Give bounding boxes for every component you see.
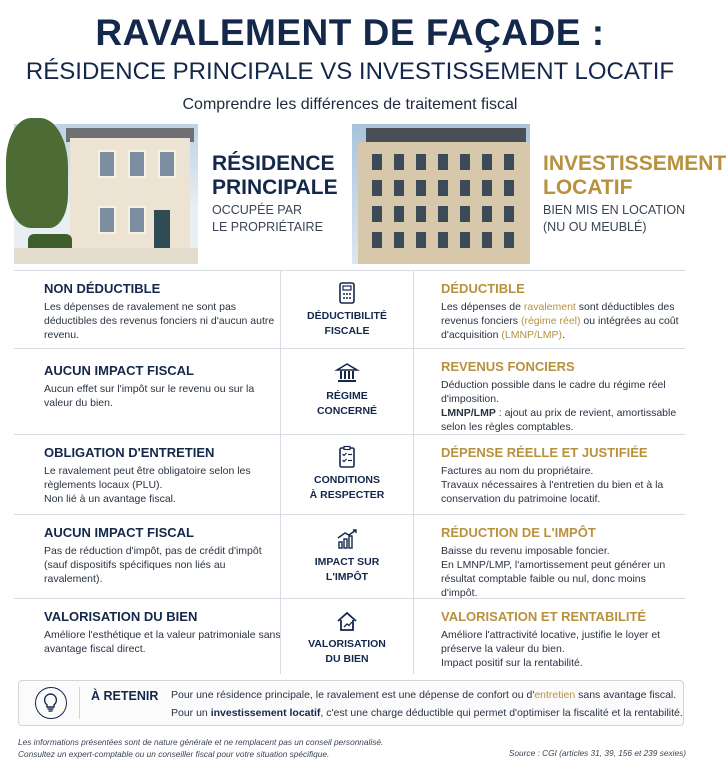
right-row-text: Les dépenses de ravalement sont déductibles des revenus fonciers (régime réel) ou intégrées au coût d'acquisition (LMNP/LMP).	[441, 301, 679, 341]
right-row-title: DÉDUCTIBLE	[441, 281, 525, 296]
building-photo	[352, 124, 530, 264]
left-column-title: RÉSIDENCE PRINCIPALE	[212, 152, 338, 199]
criterion-label: IMPACT SUR L'IMPÔT	[314, 556, 380, 583]
calculator-icon	[335, 281, 359, 305]
takeaway-line: Pour un investissement locatif, c'est une charge déductible qui permet d'optimiser la fiscalité et la rentabilité.	[171, 707, 683, 719]
left-row-title: NON DÉDUCTIBLE	[44, 281, 161, 296]
right-row-title: DÉPENSE RÉELLE ET JUSTIFIÉE	[441, 445, 648, 460]
bank-icon	[335, 361, 359, 385]
right-row-title: REVENUS FONCIERS	[441, 359, 575, 374]
comparison-row	[14, 514, 685, 598]
page-subtitle: Comprendre les différences de traitement fiscal	[182, 96, 518, 113]
right-row-text: Travaux nécessaires à l'entretien du bien et à la conservation du patrimoine locatif.	[441, 479, 664, 505]
right-row-title: VALORISATION ET RENTABILITÉ	[441, 609, 647, 624]
left-row-title: OBLIGATION D'ENTRETIEN	[44, 445, 215, 460]
takeaway-title: À RETENIR	[91, 689, 159, 703]
page-title: RAVALEMENT DE FAÇADE :	[95, 12, 605, 53]
left-row-title: AUCUN IMPACT FISCAL	[44, 363, 194, 378]
left-row-text: Pas de réduction d'impôt, pas de crédit d'impôt (sauf dispositifs spécifiques non liés au ravalement).	[44, 545, 262, 585]
right-row-text: Impact positif sur la rentabilité.	[441, 657, 583, 669]
right-row-text: Améliore l'attractivité locative, justifie le loyer et préserve la valeur du bien.	[441, 629, 661, 655]
left-row-text: Le ravalement peut être obligatoire selon les règlements locaux (PLU).	[44, 465, 251, 491]
right-column-title: INVESTISSEMENT LOCATIF	[543, 152, 726, 199]
chart-growth-icon	[335, 527, 359, 551]
left-row-text: Les dépenses de ravalement ne sont pas déductibles des revenus fonciers ni d'aucun autre revenu.	[44, 301, 275, 341]
left-row-text: Aucun effet sur l'impôt sur le revenu ou sur la valeur du bien.	[44, 383, 255, 409]
right-column-subtitle: BIEN MIS EN LOCATION (NU OU MEUBLÉ)	[543, 203, 686, 234]
source-note: Source : CGI (articles 31, 39, 156 et 239 sexies)	[508, 748, 686, 758]
page-title-line2: RÉSIDENCE PRINCIPALE VS INVESTISSEMENT LOCATIF	[25, 58, 675, 85]
checklist-icon	[335, 445, 359, 469]
criterion-label: RÉGIME CONCERNÉ	[316, 390, 378, 417]
right-row-text: LMNP/LMP : ajout au prix de revient, amortissable selon les règles comptables.	[441, 407, 677, 433]
right-row-text: Baisse du revenu imposable foncier.	[441, 545, 610, 557]
takeaway-line: Pour une résidence principale, le ravalement est une dépense de confort ou d'entretien sans avantage fiscal.	[171, 689, 677, 701]
right-row-title: RÉDUCTION DE L'IMPÔT	[441, 525, 596, 540]
comparison-row	[14, 434, 685, 514]
right-row-text: Factures au nom du propriétaire.	[441, 465, 594, 477]
house-growth-icon	[335, 609, 359, 633]
left-row-title: AUCUN IMPACT FISCAL	[44, 525, 194, 540]
left-row-title: VALORISATION DU BIEN	[44, 609, 198, 624]
criterion-label: DÉDUCTIBILITÉ FISCALE	[307, 310, 387, 337]
house-photo	[14, 124, 198, 264]
disclaimer: Les informations présentées sont de nature générale et ne remplacent pas un conseil personnalisé. Consultez un expert-comptable ou un conseiller fiscal pour votre situation spécifique.	[18, 737, 384, 759]
left-row-text: Améliore l'esthétique et la valeur patrimoniale sans avantage fiscal direct.	[44, 629, 281, 655]
key-takeaway-box	[18, 680, 684, 726]
comparison-row	[14, 598, 685, 674]
criterion-label: VALORISATION DU BIEN	[308, 638, 386, 665]
criterion-label: CONDITIONS À RESPECTER	[309, 474, 385, 501]
right-row-text: Déduction possible dans le cadre du régime réel d'imposition.	[441, 379, 666, 405]
right-row-text: En LMNP/LMP, l'amortissement peut générer un résultat comptable faible ou nul, donc moins d'impôt.	[441, 559, 666, 599]
left-column-subtitle: OCCUPÉE PAR LE PROPRIÉTAIRE	[212, 203, 323, 234]
comparison-row	[14, 270, 685, 348]
comparison-row	[14, 348, 685, 434]
lightbulb-icon	[35, 687, 67, 719]
left-row-text: Non lié à un avantage fiscal.	[44, 493, 176, 505]
